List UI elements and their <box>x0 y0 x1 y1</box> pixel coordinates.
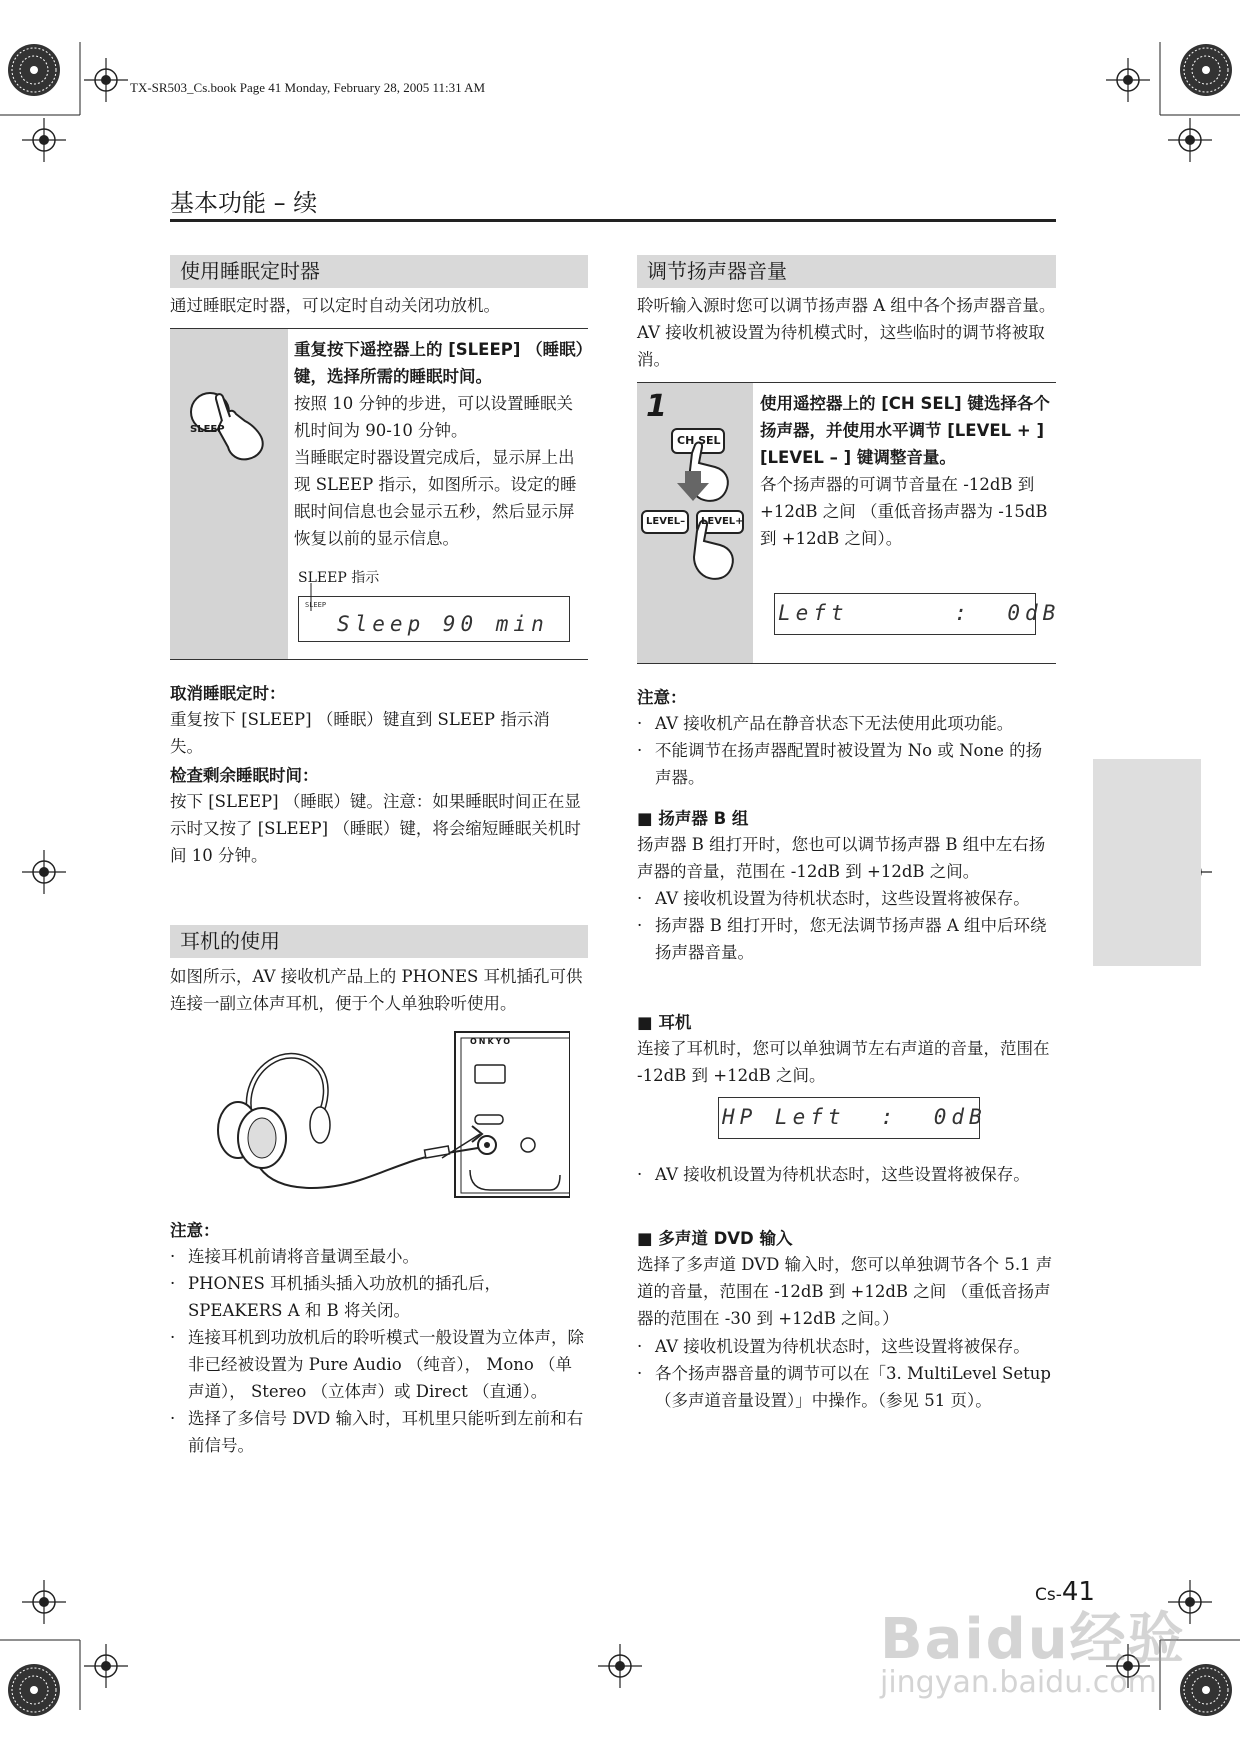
check-text: 按下 [SLEEP] （睡眠）键。注意：如果睡眠时间正在显示时又按了 [SLEEP] （睡眠）键，将会缩短睡眠关机时间 10 分钟。 <box>170 792 581 865</box>
sleep-illustration <box>170 329 288 659</box>
check-heading: 检查剩余睡眠时间： <box>170 766 319 785</box>
sleep-step-box <box>170 328 588 660</box>
sleep-lcd-text: Sleep 90 min <box>337 612 549 636</box>
headphones-intro: 如图所示，AV 接收机产品上的 PHONES 耳机插孔可供连接一副立体声耳机，便于个人单独聆听使用。 <box>170 967 583 1013</box>
page-number-prefix: Cs- <box>1035 1585 1062 1605</box>
speaker-step-box <box>637 382 1061 664</box>
speaker-level-intro: 聆听输入源时您可以调节扬声器 A 组中各个扬声器音量。AV 接收机被设置为待机模式时，这些临时的调节将被取消。 <box>637 296 1056 369</box>
sleep-button-label: SLEEP <box>190 424 225 435</box>
sleep-instruction: 重复按下遥控器上的 [SLEEP] （睡眠）键，选择所需的睡眠时间。 <box>294 340 584 386</box>
speaker-lcd <box>774 593 1061 635</box>
headphones-notes-heading: 注意： <box>170 1221 220 1240</box>
sleep-para2: 当睡眠定时器设置完成后，显示屏上出现 SLEEP 指示，如图所示。设定的睡眠时间信息也会显示五秒，然后显示屏恢复以前的显示信息。 <box>294 448 577 548</box>
multichannel-text: 选择了多声道 DVD 输入时，您可以单独调节各个 5.1 声道的音量，范围在 -12dB 到 +12dB 之间 （重低音扬声器的范围在 -30 到 +12dB 之间。） <box>637 1255 1053 1328</box>
step-number: 1 <box>646 389 667 424</box>
sleep-lcd <box>298 596 570 642</box>
header-rule <box>170 219 1056 222</box>
note-item: · AV 接收机设置为待机状态时，这些设置将被保存。 <box>637 889 1030 908</box>
meta-line: TX-SR503_Cs.book Page 41 Monday, February 28, 2005 11:31 AM <box>130 80 486 95</box>
note-item: · AV 接收机产品在静音状态下无法使用此项功能。 <box>637 714 1014 733</box>
multichannel-heading: ■ 多声道 DVD 输入 <box>637 1229 793 1248</box>
note-item: · 连接耳机前请将音量调至最小。 <box>170 1247 419 1266</box>
note-item: · 扬声器 B 组打开时，您无法调节扬声器 A 组中后环绕扬声器音量。 <box>637 916 1047 962</box>
headphone-lcd-text: HP Left : 0dB <box>722 1105 987 1129</box>
sleep-step-text <box>294 336 584 552</box>
brand-logo: ONKYO <box>470 1037 513 1046</box>
note-item: · AV 接收机设置为待机状态时，这些设置将被保存。 <box>637 1165 1030 1184</box>
sleep-button-hand-icon <box>170 359 288 479</box>
speaker-b-text: 扬声器 B 组打开时，您也可以调节扬声器 B 组中左右扬声器的音量，范围在 -12dB 到 +12dB 之间。 <box>637 835 1046 881</box>
sleep-pointer-line <box>303 583 323 613</box>
headphones-heading: 耳机的使用 <box>170 925 588 958</box>
note-item: · PHONES 耳机插头插入功放机的插孔后，SPEAKERS A 和 B 将关闭。 <box>170 1274 502 1320</box>
cancel-heading: 取消睡眠定时： <box>170 684 286 703</box>
speaker-step-text <box>760 390 1052 552</box>
headphone-lcd <box>718 1097 987 1139</box>
remote-buttons-icon <box>637 423 753 633</box>
watermark-sub: jingyan.baidu.com <box>880 1665 1157 1700</box>
note-item: · AV 接收机设置为待机状态时，这些设置将被保存。 <box>637 1337 1030 1356</box>
headphone-text: 连接了耳机时，您可以单独调节左右声道的音量，范围在 -12dB 到 +12dB 之间。 <box>637 1039 1050 1085</box>
speaker-illustration <box>637 383 753 663</box>
multichannel-notes <box>637 1333 1056 1414</box>
sleep-para1: 按照 10 分钟的步进，可以设置睡眠关机时间为 90-10 分钟。 <box>294 394 573 440</box>
level-minus-label: LEVEL– <box>646 516 686 527</box>
headphones-notes <box>170 1243 588 1459</box>
sleep-intro: 通过睡眠定时器，可以定时自动关闭功放机。 <box>170 296 500 315</box>
speaker-lcd-text: Left : 0dB <box>778 601 1061 625</box>
level-plus-label: LEVEL+ <box>701 516 744 527</box>
speaker-notes <box>637 710 1056 791</box>
note-item: · 不能调节在扬声器配置时被设置为 No 或 None 的扬声器。 <box>637 741 1043 787</box>
speaker-b-heading: ■ 扬声器 B 组 <box>637 809 749 828</box>
speaker-range-text: 各个扬声器的可调节音量在 -12dB 到 +12dB 之间 （重低音扬声器为 -15dB 到 +12dB 之间）。 <box>760 475 1048 548</box>
speaker-notes-heading: 注意： <box>637 688 687 707</box>
cancel-text: 重复按下 [SLEEP] （睡眠）键直到 SLEEP 指示消失。 <box>170 710 550 756</box>
page-number: Cs-41 <box>1035 1577 1095 1607</box>
watermark-main: Baidu经验 <box>880 1607 1186 1672</box>
note-item: · 连接耳机到功放机后的聆听模式一般设置为立体声，除非已经被设置为 Pure Audio （纯音）， Mono （单声道）， Stereo （立体声）或 Direct （直通）。 <box>170 1328 584 1401</box>
sleep-heading: 使用睡眠定时器 <box>170 255 588 288</box>
headphone-illustration <box>210 1030 570 1200</box>
note-item: · 选择了多信号 DVD 输入时，耳机里只能听到左前和右前信号。 <box>170 1409 584 1455</box>
sleep-lcd-indicator: SLEEP <box>305 601 327 609</box>
sleep-indicator-caption: SLEEP 指示 <box>298 570 380 586</box>
speaker-level-heading: 调节扬声器音量 <box>637 255 1056 288</box>
side-tab <box>1093 759 1201 966</box>
speaker-instruction: 使用遥控器上的 [CH SEL] 键选择各个扬声器，并使用水平调节 [LEVEL + ][LEVEL – ] 键调整音量。 <box>760 394 1050 467</box>
headphone-heading: ■ 耳机 <box>637 1013 692 1032</box>
note-item: · 各个扬声器音量的调节可以在「3. MultiLevel Setup （多声道音量设置）」中操作。（参见 51 页）。 <box>637 1364 1051 1410</box>
headphone-notes <box>637 1161 1056 1188</box>
speaker-b-notes <box>637 885 1056 966</box>
page-title: 基本功能 – 续 <box>170 189 318 217</box>
chsel-button-label: CH SEL <box>677 434 721 447</box>
